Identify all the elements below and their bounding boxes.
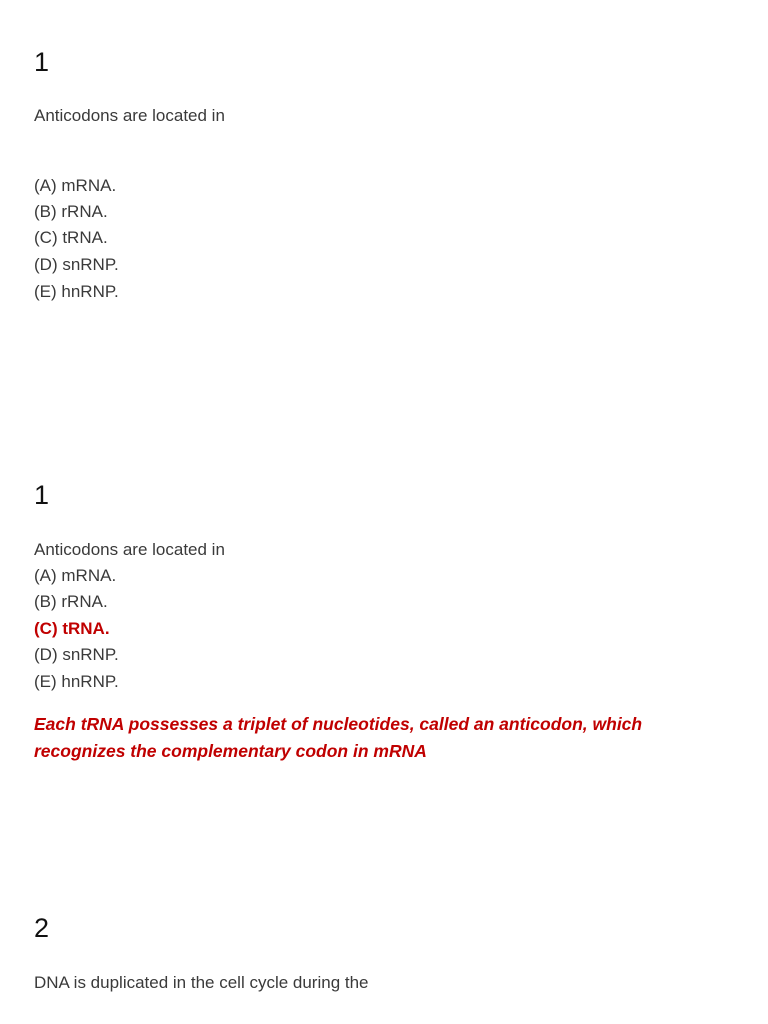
question-prompt: DNA is duplicated in the cell cycle during the xyxy=(34,973,369,992)
option-e: (E) hnRNP. xyxy=(34,282,119,301)
answer-explanation xyxy=(34,711,734,765)
question-prompt: Anticodons are located in xyxy=(34,540,225,559)
option-c: (C) tRNA. xyxy=(34,228,108,247)
correct-option-c: (C) tRNA. xyxy=(34,619,110,638)
question-number: 1 xyxy=(34,47,50,77)
option-a: (A) mRNA. xyxy=(34,566,117,585)
question-number: 1 xyxy=(34,480,50,510)
option-e: (E) hnRNP. xyxy=(34,672,119,691)
explanation-line: Each tRNA possesses a triplet of nucleotides, called an anticodon, which xyxy=(34,714,643,734)
question-number: 2 xyxy=(34,913,50,943)
option-b: (B) rRNA. xyxy=(34,592,108,611)
option-d: (D) snRNP. xyxy=(34,255,119,274)
option-a: (A) mRNA. xyxy=(34,176,117,195)
option-b: (B) rRNA. xyxy=(34,202,108,221)
question-prompt: Anticodons are located in xyxy=(34,106,225,125)
option-d: (D) snRNP. xyxy=(34,645,119,664)
explanation-line: recognizes the complementary codon in mRNA xyxy=(34,741,427,761)
